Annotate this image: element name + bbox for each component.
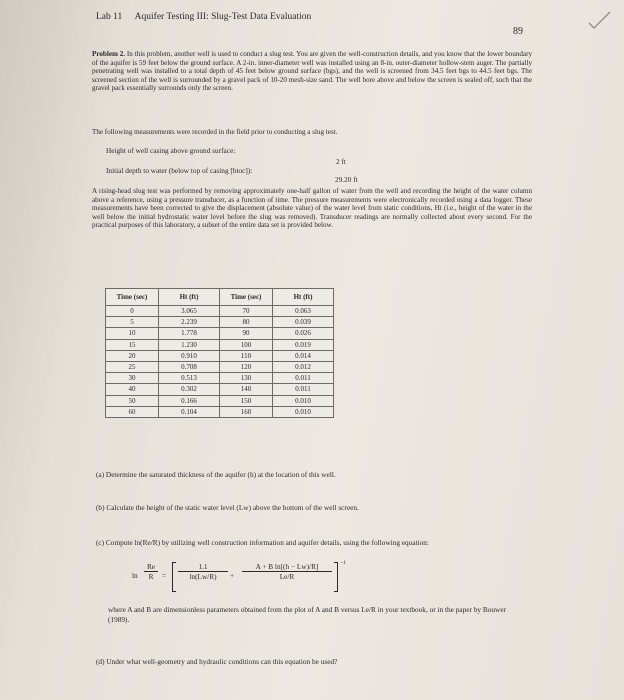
equation-term2-num: A + B ln[(h − Lw)/R] — [255, 562, 319, 571]
equation-lhs-den: R — [144, 571, 158, 581]
cell-time-1: 20 — [106, 350, 159, 361]
col-header-ht-2: Ht (ft) — [273, 289, 334, 306]
cell-time-1: 50 — [106, 395, 159, 406]
cell-ht-2: 0.063 — [273, 306, 334, 317]
equation-lhs-fraction — [144, 562, 158, 581]
equation-ln: ln — [132, 571, 138, 580]
equation-term1 — [178, 562, 228, 581]
equation-exponent: −1 — [340, 560, 346, 566]
col-header-time-1: Time (sec) — [106, 289, 159, 306]
equation-bracket-left — [172, 562, 176, 592]
cell-time-1: 30 — [106, 373, 159, 384]
measurements-intro: The following measurements were recorded in the field prior to conducting a slug test. — [92, 128, 338, 136]
equation-note: where A and B are dimensionless parameters obtained from the plot of A and B versus Le/R in your textbook, or in the paper by Bouwer (1989). — [108, 605, 506, 624]
cell-ht-2: 0.039 — [273, 317, 334, 328]
equation-plus: + — [230, 571, 235, 580]
cell-time-2: 90 — [220, 328, 273, 339]
problem-statement — [92, 50, 532, 93]
cell-ht-2: 0.019 — [273, 339, 334, 350]
cell-ht-2: 0.014 — [273, 350, 334, 361]
cell-ht-1: 0.104 — [159, 406, 220, 417]
table-header-row — [106, 289, 334, 306]
table-row — [106, 339, 334, 350]
chapter-title: Aquifer Testing III: Slug-Test Data Evaluation — [134, 12, 312, 22]
cell-ht-1: 1.230 — [159, 339, 220, 350]
cell-time-2: 140 — [220, 384, 273, 395]
question-b: (b) Calculate the height of the static water level (Lw) above the bottom of the well screen. — [96, 503, 359, 512]
question-c: (c) Compute ln(Re/R) by utilizing well construction information and aquifer details, using the following equation: — [96, 538, 429, 547]
equation-term2 — [242, 562, 332, 581]
col-header-time-2: Time (sec) — [220, 289, 273, 306]
problem-label: Problem 2. — [92, 50, 126, 58]
cell-time-1: 60 — [106, 406, 159, 417]
cell-ht-1: 3.065 — [159, 306, 220, 317]
table-row — [106, 350, 334, 361]
table-row — [106, 306, 334, 317]
cell-time-2: 130 — [220, 373, 273, 384]
cell-time-1: 40 — [106, 384, 159, 395]
table-row — [106, 373, 334, 384]
rising-head-description: A rising-head slug test was performed by removing approximately one-half gallon of water from the well and recording the height of the water column above a reference, using a pressure transducer, as a function of time. The pressure measurements were electronically recorded using a data logger. These measurements have been corrected to give the displacement (absolute value) of the water level from static conditions, Ht (i.e., height of the water in the well below the initial hydrostatic water level before the slug was removed). Transducer readings are normally collected about every second. For the practical purposes of this laboratory, a subset of the entire data set is provided below. — [92, 187, 532, 230]
equation-term2-den: Le/R — [242, 571, 332, 581]
equation-term1-num: 1.1 — [198, 562, 208, 571]
table-row — [106, 317, 334, 328]
question-a: (a) Determine the saturated thickness of the aquifer (h) at the location of this well. — [96, 470, 336, 479]
page-number: 89 — [513, 26, 523, 37]
cell-ht-1: 0.302 — [159, 384, 220, 395]
cell-time-2: 150 — [220, 395, 273, 406]
cell-ht-2: 0.026 — [273, 328, 334, 339]
cell-ht-1: 0.166 — [159, 395, 220, 406]
lab-label: Lab 11 — [96, 12, 123, 22]
cell-ht-1: 0.513 — [159, 373, 220, 384]
cell-time-2: 110 — [220, 350, 273, 361]
page-header — [96, 12, 311, 22]
table-row — [106, 361, 334, 372]
cell-ht-2: 0.011 — [273, 384, 334, 395]
table-body — [106, 306, 334, 418]
cell-time-2: 120 — [220, 361, 273, 372]
cell-ht-2: 0.012 — [273, 361, 334, 372]
cell-ht-1: 0.708 — [159, 361, 220, 372]
equation — [132, 560, 362, 594]
cell-time-1: 10 — [106, 328, 159, 339]
cell-ht-1: 0.910 — [159, 350, 220, 361]
col-header-ht-1: Ht (ft) — [159, 289, 220, 306]
measurement-casing-height-label: Height of well casing above ground surface: — [106, 146, 236, 155]
cell-ht-2: 0.011 — [273, 373, 334, 384]
checkmark-icon — [585, 10, 613, 30]
measurement-casing-height-value: 2 ft — [336, 157, 346, 166]
table-row — [106, 384, 334, 395]
cell-ht-2: 0.010 — [273, 395, 334, 406]
equation-lhs-num: Re — [146, 562, 156, 571]
cell-ht-1: 2.239 — [159, 317, 220, 328]
slug-test-table — [105, 288, 334, 418]
table-row — [106, 328, 334, 339]
table-row — [106, 395, 334, 406]
cell-time-2: 80 — [220, 317, 273, 328]
cell-time-1: 5 — [106, 317, 159, 328]
measurement-depth-label: Initial depth to water (below top of casing [btoc]): — [106, 166, 253, 175]
cell-time-1: 15 — [106, 339, 159, 350]
table-row — [106, 406, 334, 417]
cell-time-1: 0 — [106, 306, 159, 317]
question-d: (d) Under what well-geometry and hydraulic conditions can this equation be used? — [96, 657, 338, 666]
equation-equals: = — [162, 571, 167, 580]
equation-bracket-right — [334, 562, 338, 592]
cell-time-2: 100 — [220, 339, 273, 350]
equation-term1-den: ln(Lw/R) — [178, 571, 228, 581]
cell-time-2: 160 — [220, 406, 273, 417]
problem-text: In this problem, another well is used to conduct a slug test. You are given the well-construction details, and you know that the lower boundary of the aquifer is 59 feet below the ground surface. A 2-in. inner-diameter well was installed using an 8-in. outer-diameter hollow-stem auger. The partially penetrating well was installed to a total depth of 45 feet below ground surface (bgs), and the well is screened from 34.5 feet bgs to 44.5 feet bgs. The screened section of the well is surrounded by a gravel pack of 10-20 mesh-size sand. The well bore above and below the screen is sealed off, such that the gravel pack essentially surrounds only the screen. — [92, 50, 532, 93]
cell-time-2: 70 — [220, 306, 273, 317]
measurement-depth-value: 29.20 ft — [335, 175, 358, 184]
cell-ht-2: 0.010 — [273, 406, 334, 417]
cell-time-1: 25 — [106, 361, 159, 372]
cell-ht-1: 1.778 — [159, 328, 220, 339]
